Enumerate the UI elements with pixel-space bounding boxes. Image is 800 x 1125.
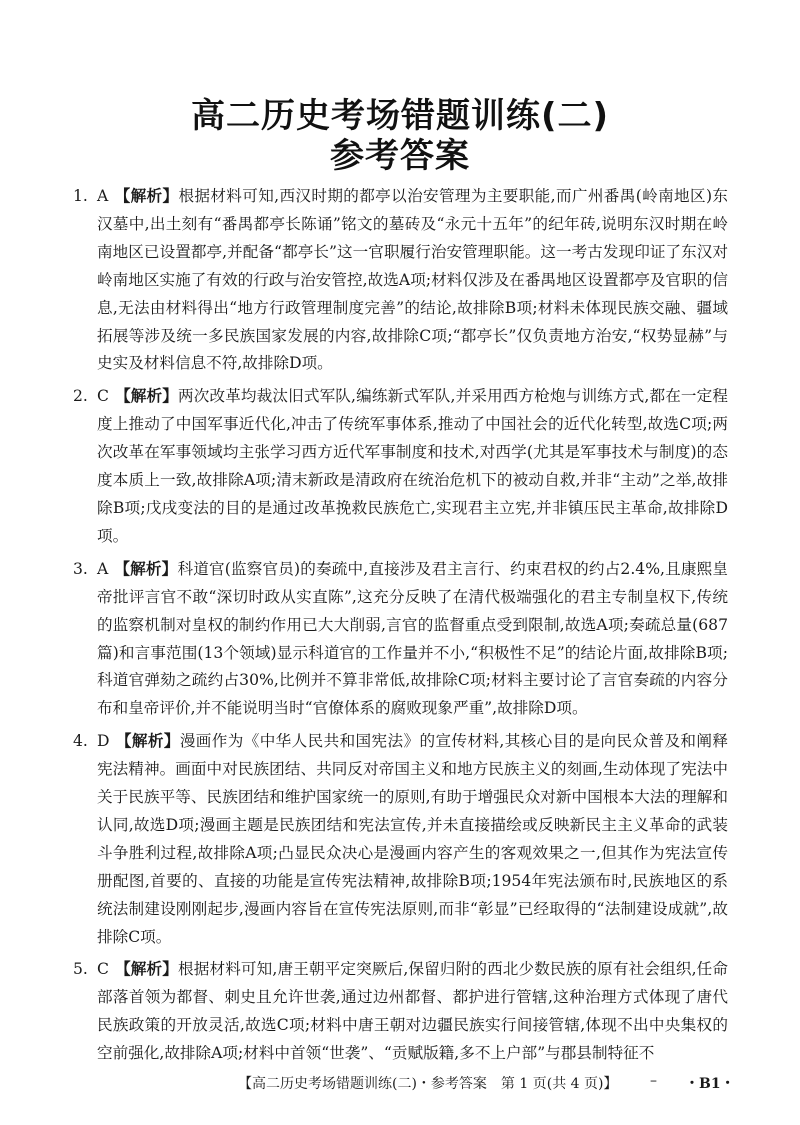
item-answer: C: [97, 387, 109, 406]
answer-item-1: [73, 183, 728, 378]
item-answer: A: [97, 187, 109, 205]
answer-item-2: [73, 383, 728, 550]
item-number: 5.: [73, 960, 88, 979]
footer-dash: –: [650, 1073, 657, 1089]
item-number: 2.: [73, 387, 88, 406]
page-subtitle: 参考答案: [330, 136, 470, 176]
answer-list: [73, 183, 728, 1073]
answer-item-4: [73, 728, 728, 951]
analysis-tag: 【解析】: [115, 732, 180, 751]
item-text: 根据材料可知,西汉时期的都亭以治安管理为主要职能,而广州番禺(岭南地区)东汉墓中,出土刻有“番禺都亭长陈诵”铭文的墓砖及“永元十五年”的纪年砖,说明东汉时期在岭南地区已设置都亭,并配备“都亭长”这一官职履行治安管理职能。这一考古发现印证了东汉对岭南地区实施了有效的行政与治安管控,故选A项;材料仅涉及在番禺地区设置都亭及官职的信息,无法由材料得出“地方行政管理制度完善”的结论,故排除B项;材料未体现民族交融、疆域拓展等涉及统一多民族国家发展的内容,故排除C项;“都亭长”仅负责地方治安,“权势显赫”与史实及材料信息不符,故排除D项。: [97, 187, 728, 373]
footer-page-info: 【高二历史考场错题训练(二)・参考答案 第 1 页(共 4 页)】: [238, 1076, 618, 1092]
item-text: 科道官(监察官员)的奏疏中,直接涉及君主言行、约束君权的约占2.4%,且康熙皇帝批评言官不敢“深切时政从实直陈”,这充分反映了在清代极端强化的君主专制皇权下,传统的监察机制对皇权的制约作用已大大削弱,言官的监督重点受到限制,故选A项;奏疏总量(687篇)和言事范围(13个领域)显示科道官的工作量并不小,“积极性不足”的结论片面,故排除B项;科道官弹劾之疏约占30%,比例并不算非常低,故排除C项;材料主要讨论了言官奏疏的内容分布和皇帝评价,并不能说明当时“官僚体系的腐败现象严重”,故排除D项。: [97, 559, 728, 718]
item-answer: C: [97, 960, 109, 979]
item-text: 两次改革均裁汰旧式军队,编练新式军队,并采用西方枪炮与训练方式,都在一定程度上推动了中国军事近代化,冲击了传统军事体系,推动了中国社会的近代化转型,故选C项;两次改革在军事领域均主张学习西方近代军事制度和技术,对西学(尤其是军事技术与制度)的态度本质上一致,故排除A项;清末新政是清政府在统治危机下的被动自救,并非“主动”之举,故排除B项;戊戌变法的目的是通过改革挽救民族危亡,实现君主立宪,并非镇压民主革命,故排除D项。: [97, 387, 728, 545]
analysis-tag: 【解析】: [114, 559, 178, 578]
answer-item-5: [73, 956, 728, 1068]
page-title: 高二历史考场错题训练(二): [190, 96, 610, 136]
analysis-tag: 【解析】: [114, 387, 178, 406]
analysis-tag: 【解析】: [114, 187, 179, 205]
item-text: 漫画作为《中华人民共和国宪法》的宣传材料,其核心目的是向民众普及和阐释宪法精神。画面中对民族团结、共同反对帝国主义和地方民族主义的刻画,生动体现了宪法中关于民族平等、民族团结和维护国家统一的原则,有助于增强民众对新中国根本大法的理解和认同,故选D项;漫画主题是民族团结和宪法宣传,并未直接描绘或反映新民主主义革命的武装斗争胜利过程,故排除A项;凸显民众决心是漫画内容产生的客观效果之一,但其作为宪法宣传册配图,首要的、直接的功能是宣传宪法精神,故排除B项;1954年宪法颁布时,民族地区的系统法制建设刚刚起步,漫画内容旨在宣传宪法原则,而非“彰显”已经取得的“法制建设成就”,故排除C项。: [97, 732, 728, 946]
item-number: 1.: [73, 187, 88, 205]
analysis-tag: 【解析】: [114, 960, 178, 979]
page-footer: [0, 1073, 800, 1097]
item-number: 3.: [73, 559, 88, 578]
footer-code: ・B1・: [685, 1076, 735, 1092]
item-answer: D: [97, 732, 110, 751]
answer-item-3: [73, 556, 728, 723]
item-number: 4.: [73, 732, 88, 751]
item-answer: A: [97, 559, 109, 578]
item-text: 根据材料可知,唐王朝平定突厥后,保留归附的西北少数民族的原有社会组织,任命部落首领为都督、刺史且允许世袭,通过边州都督、都护进行管辖,这种治理方式体现了唐代民族政策的开放灵活,故选C项;材料中唐王朝对边疆民族实行间接管辖,体现不出中央集权的空前强化,故排除A项;材料中首领“世袭”、“贡赋版籍,多不上户部”与郡县制特征不: [97, 960, 728, 1063]
